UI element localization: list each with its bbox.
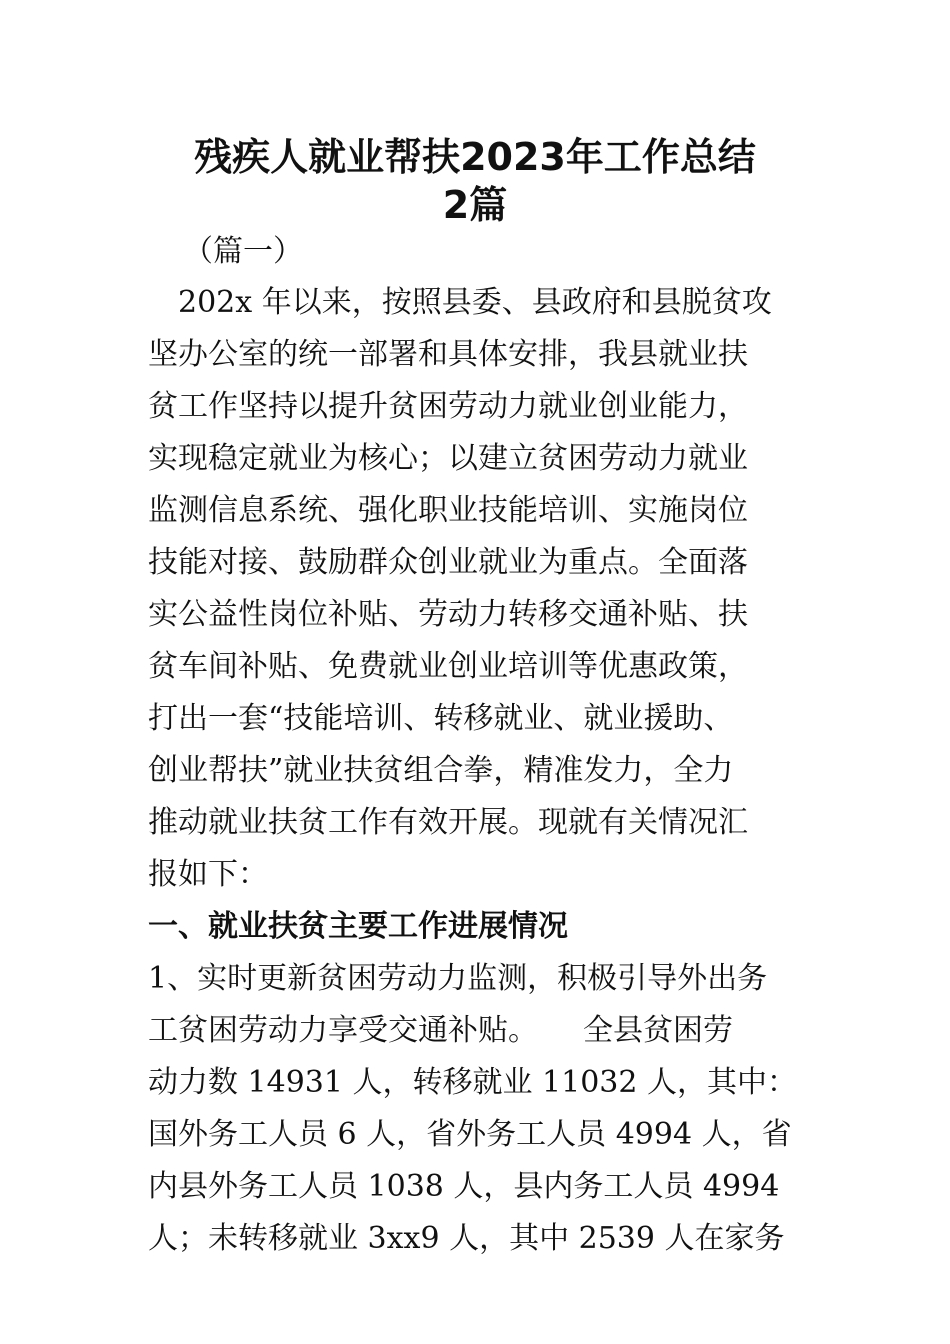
paragraph-line: 贫车间补贴、免费就业创业培训等优惠政策， [148, 649, 748, 684]
paragraph-line: 202x 年以来，按照县委、县政府和县脱贫攻 [178, 285, 772, 320]
document-title-line2: 2篇 [442, 183, 508, 227]
paragraph-line: 坚办公室的统一部署和具体安排，我县就业扶 [148, 337, 748, 372]
paragraph-line: 工贫困劳动力享受交通补贴。 全县贫困劳 [148, 1013, 733, 1048]
paragraph-line: 实公益性岗位补贴、劳动力转移交通补贴、扶 [148, 597, 748, 632]
paragraph-line: 打出一套“技能培训、转移就业、就业援助、 [148, 701, 734, 736]
section-heading: 一、就业扶贫主要工作进展情况 [148, 909, 568, 944]
paragraph-line: 内县外务工人员 1038 人，县内务工人员 4994 [148, 1169, 780, 1204]
paragraph-line: 报如下： [148, 857, 268, 892]
document-title-line1: 残疾人就业帮扶2023年工作总结 [194, 135, 756, 179]
paragraph-line: 人；未转移就业 3xx9 人，其中 2539 人在家务 [148, 1221, 785, 1256]
paragraph-line: 实现稳定就业为核心；以建立贫困劳动力就业 [148, 441, 748, 476]
paragraph-line: 动力数 14931 人，转移就业 11032 人，其中： [148, 1065, 798, 1100]
paragraph-line: 推动就业扶贫工作有效开展。现就有关情况汇 [148, 805, 748, 840]
paragraph-line: 1、实时更新贫困劳动力监测，积极引导外出务 [148, 961, 768, 996]
part-label: （篇一） [183, 234, 303, 269]
paragraph-line: 监测信息系统、强化职业技能培训、实施岗位 [148, 493, 748, 528]
paragraph-line: 贫工作坚持以提升贫困劳动力就业创业能力， [148, 389, 748, 424]
paragraph-line: 技能对接、鼓励群众创业就业为重点。全面落 [148, 545, 748, 580]
paragraph-line: 创业帮扶”就业扶贫组合拳，精准发力，全力 [148, 753, 734, 788]
paragraph-line: 国外务工人员 6 人，省外务工人员 4994 人，省 [148, 1117, 792, 1152]
